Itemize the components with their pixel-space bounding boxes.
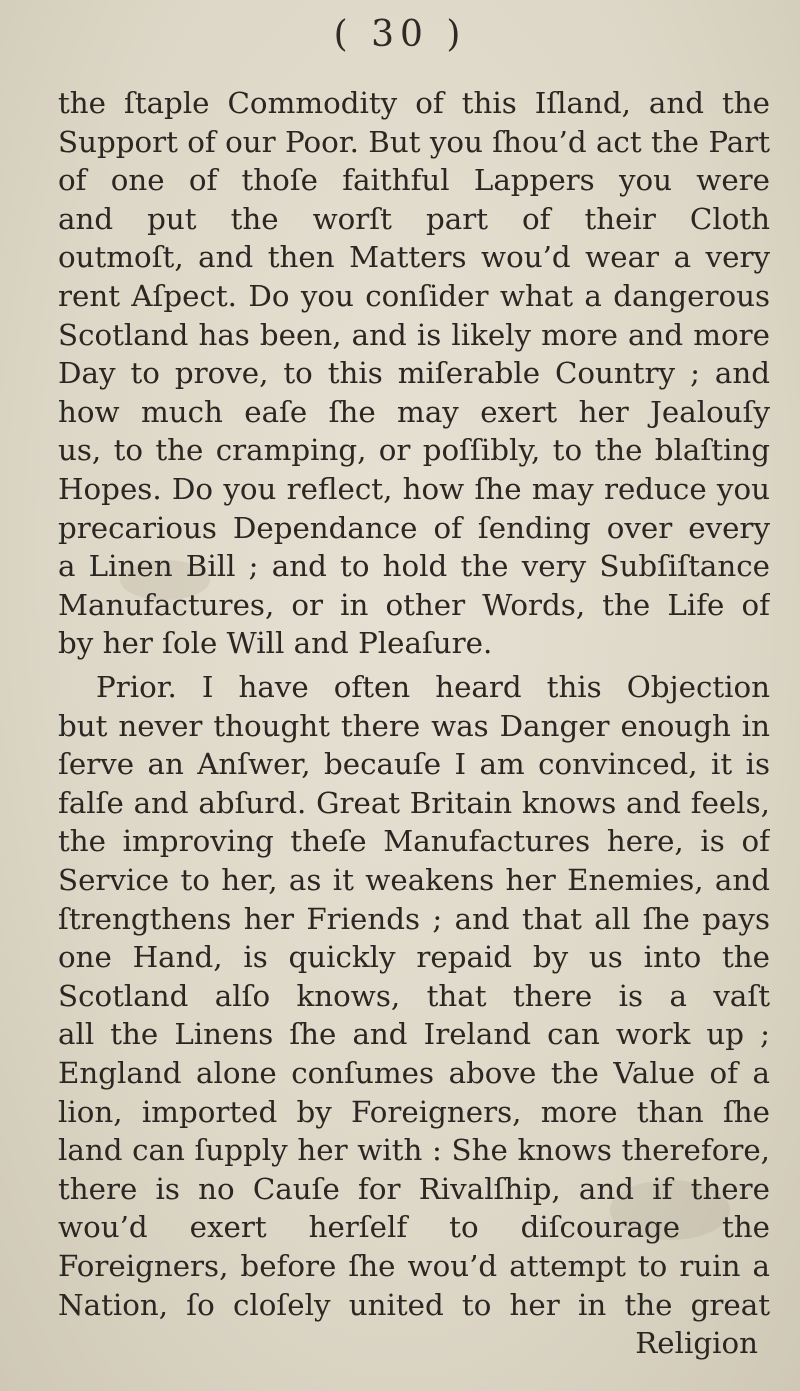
text-line: Day to prove, to this miſerable Country ; and <box>58 356 770 391</box>
text-line: Service to her, as it weakens her Enemies, and <box>58 862 770 897</box>
text-line: the improving theſe Manufactures here, is of <box>58 824 770 859</box>
text-line: Hopes. Do you reflect, how ſhe may reduce you <box>58 471 770 506</box>
text-line: a Linen Bill ; and to hold the very Subſiſtance <box>58 549 770 584</box>
text-line: Support of our Poor. But you ſhou’d act the Part <box>58 124 770 159</box>
text-line: falſe and abſurd. Great Britain knows and feels, <box>58 785 770 820</box>
text-line: wou’d exert herſelf to diſcourage the <box>58 1210 770 1245</box>
text-line: us, to the cramping, or poſſibly, to the blaſting <box>58 433 770 468</box>
paragraph-1 <box>58 84 770 663</box>
text-line: lion, imported by Foreigners, more than ſhe <box>58 1094 770 1129</box>
text-line: Nation, ſo cloſely united to her in the great <box>58 1287 770 1322</box>
text-line: of one of thoſe faithful Lappers you were <box>58 163 770 198</box>
catchword: Religion <box>635 1326 758 1361</box>
text-line: and put the worſt part of their Cloth <box>58 201 770 236</box>
paragraph-2 <box>58 668 770 1363</box>
text-line: there is no Cauſe for Rivalſhip, and if there <box>58 1171 770 1206</box>
text-line: outmoſt, and then Matters wou’d wear a very <box>58 240 770 275</box>
text-line: Prior. I have often heard this Objection <box>96 670 770 704</box>
text-line: Scotland has been, and is likely more and more <box>58 317 770 352</box>
text-line: rent Aſpect. Do you conſider what a dangerous <box>58 278 770 313</box>
text-line: precarious Dependance of ſending over every <box>58 510 770 545</box>
text-line: by her ſole Will and Pleaſure. <box>58 626 493 661</box>
text-line: Manufactures, or in other Words, the Life of <box>58 587 770 622</box>
text-line: ſtrengthens her Friends ; and that all ſhe pays <box>58 901 770 936</box>
text-line: all the Linens ſhe and Ireland can work up ; <box>58 1017 770 1052</box>
text-line: England alone conſumes above the Value of a <box>58 1055 770 1090</box>
text-line: how much eaſe ſhe may exert her Jealouſy <box>58 394 770 429</box>
text-line: Scotland alſo knows, that there is a vaſt <box>58 978 770 1013</box>
text-line: the ſtaple Commodity of this Iſland, and the <box>58 86 770 120</box>
text-line: land can ſupply her with : She knows therefore, <box>58 1133 770 1168</box>
text-line: one Hand, is quickly repaid by us into the <box>58 940 770 975</box>
text-line: but never thought there was Danger enough in <box>58 708 770 743</box>
page-number: ( 30 ) <box>333 14 467 55</box>
text-line: ſerve an Anſwer, becauſe I am convinced, it is <box>58 747 770 782</box>
text-line: Foreigners, before ſhe wou’d attempt to ruin a <box>58 1248 770 1283</box>
